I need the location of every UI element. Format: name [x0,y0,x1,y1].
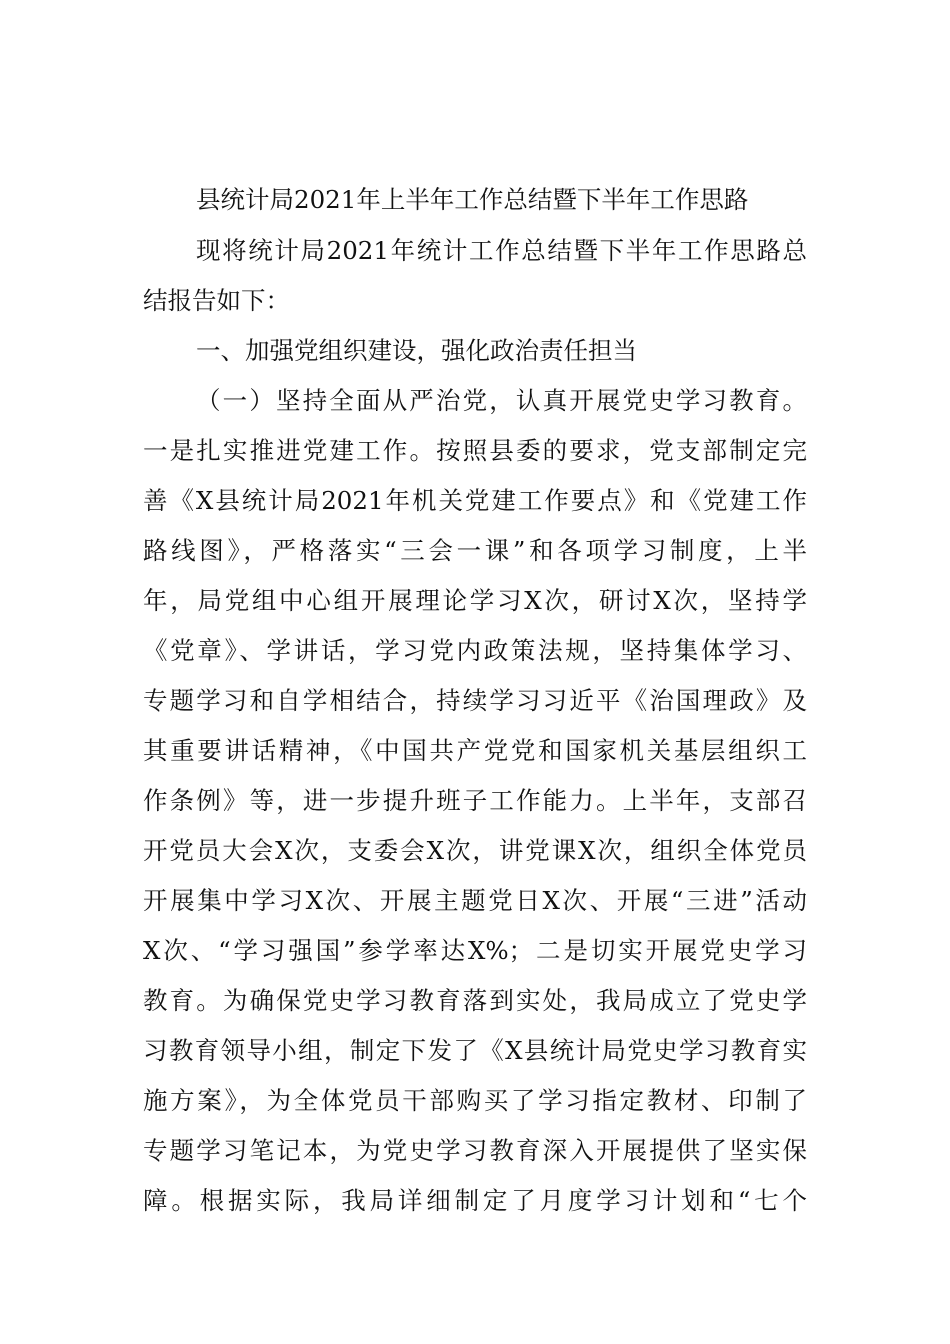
intro-line-1: 现将统计局2021年统计工作总结暨下半年工作思路总 [196,236,807,265]
body-line: （一）坚持全面从严治党，认真开展党史学习教育。 [196,386,807,415]
body-line: 专题学习和自学相结合，持续学习习近平《治国理政》及 [143,686,807,715]
intro-line-2: 结报告如下： [143,286,290,315]
body-line: 善《X县统计局2021年机关党建工作要点》和《党建工作 [143,486,807,515]
body-line: 开展集中学习X次、开展主题党日X次、开展“三进”活动 [143,886,807,915]
body-line: 作条例》等，进一步提升班子工作能力。上半年，支部召 [143,786,807,815]
body-line: X次、“学习强国”参学率达X%；二是切实开展党史学习 [143,936,807,965]
body-line: 其重要讲话精神，《中国共产党党和国家机关基层组织工 [143,736,807,765]
document-title: 县统计局2021年上半年工作总结暨下半年工作思路 [196,185,749,214]
body-line: 习教育领导小组，制定下发了《X县统计局党史学习教育实 [143,1036,807,1065]
body-line: 专题学习笔记本，为党史学习教育深入开展提供了坚实保 [143,1136,807,1165]
body-line: 一是扎实推进党建工作。按照县委的要求，党支部制定完 [143,436,807,465]
body-line: 开党员大会X次，支委会X次，讲党课X次，组织全体党员 [143,836,807,865]
body-line: 年，局党组中心组开展理论学习X次，研讨X次，坚持学 [143,586,807,615]
body-line: 施方案》，为全体党员干部购买了学习指定教材、印制了 [143,1086,807,1115]
section-heading: 一、加强党组织建设，强化政治责任担当 [196,336,637,365]
body-line: 教育。为确保党史学习教育落到实处，我局成立了党史学 [143,986,807,1015]
body-line: 路线图》，严格落实“三会一课”和各项学习制度，上半 [143,536,807,565]
body-line: 《党章》、学讲话，学习党内政策法规，坚持集体学习、 [143,636,807,665]
body-line: 障。根据实际，我局详细制定了月度学习计划和“七个 [143,1186,807,1215]
